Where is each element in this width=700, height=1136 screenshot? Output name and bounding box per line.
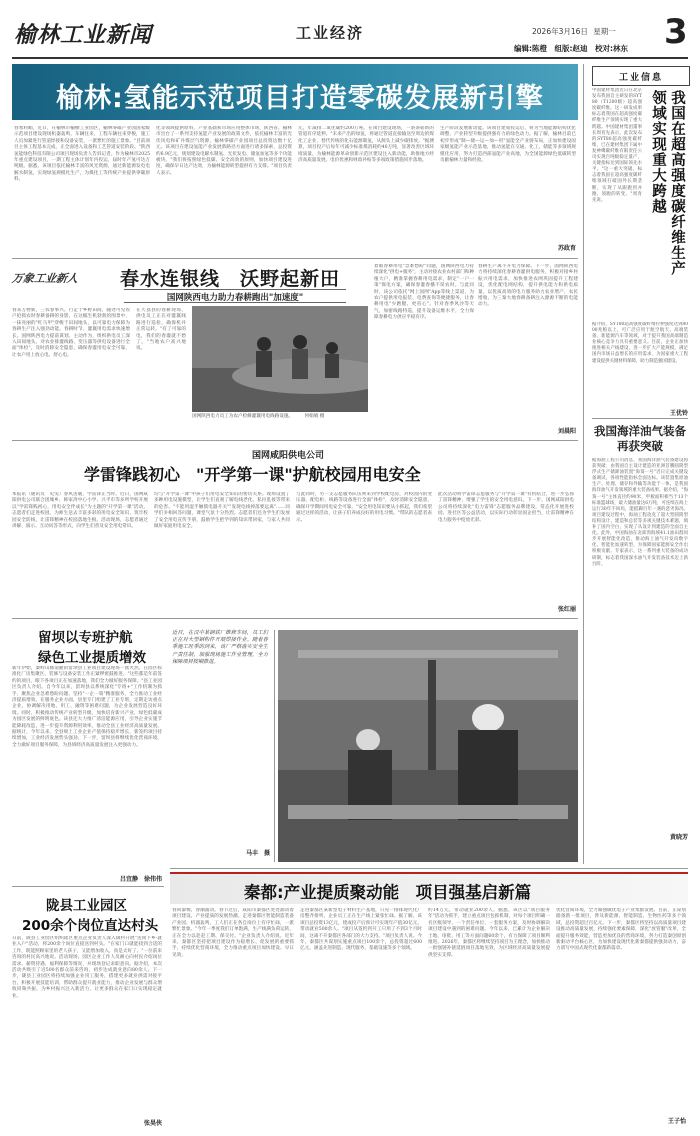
zone-headline-line2: 200余个岗位直达村头	[22, 918, 159, 934]
sidebar-story1-body-b: 据介绍，SYT80超高强度碳纤维拉伸强度达到8000兆帕以上，可广泛应用于航空航天、高端装备、新能源汽车等领域，对于提升我国高端制造业核心竞争力具有重要意义。目前，企业正加快推进相关产线建设，进一步扩大产能规模，满足国内市场日益增长的应用需求，为国家重大工程建设提供关键材料保障，助力制造强国建设。	[592, 322, 688, 364]
feature-body-col3: 着眼春耕用电"急难愁盼"问题，国网陕西电力持续深化"供电+服务"，主动对接农业农村部门和种植大户，精准掌握春耕用电需求，制定"一户一策"保电方案，确保春灌春播不误农时。与此同时，该公司依托"网上国网"App等线上渠道，为农户提供用电报装、电费查询等便捷服务，让春耕用电"少跑腿、更省心"。针对春季风沙等天气，加密线路特巡，提升设备运维水平，全力保障春耕电力供应平稳有序。	[374, 264, 474, 321]
sidebar-divider	[592, 418, 688, 419]
jobs-story	[12, 622, 164, 884]
photo-note	[170, 630, 578, 866]
feature-column-logo: 万象工业新人	[11, 272, 79, 285]
campus-top-rule	[12, 440, 578, 441]
jobs-author: 吕宜静 徐伟伟	[119, 876, 162, 883]
zone-top-rule	[12, 886, 164, 887]
sidebar-story1-headline: 我国在超高强度碳纤维生产领域实现重大跨越	[650, 90, 685, 276]
feature-headline: 春水连银线 沃野起新田	[120, 268, 341, 290]
editors-line: 编辑:陈橙 组版:赵迪 校对:林东	[514, 44, 628, 53]
feature-photo	[192, 306, 368, 412]
campus-author: 张红丽	[557, 606, 576, 613]
campus-body-col4: 此次活动将学雷锋志愿服务与"开学第一课"有机结合，进一步弘扬了雷锋精神，增强了学生的安全用电意识。下一步，国网咸阳供电公司将持续深化"电力雷锋"志愿服务品牌建设，常态化开展进校园、进社区等公益活动，以实际行动彰显国企担当，让雷锋精神在电力服务中绽放光彩。	[438, 492, 574, 523]
lead-body-col3: 元，年减排二氧化碳约200万吨。在项目建设现场，一条条崭新的管道有序延伸。"未来产出的绿氢，将通过管道直接输送至周边的煤化工企业，替代传统的化石能源制氢，从源头上减少碳排放。"据测算，项目投产后每年可减少标准煤消耗约40万吨，显著改善区域环境质量，为榆林能源革命创新示范区建设注入新动能，助推地方经济高质量发展。电价优惠和财政补贴等多项政策措施同步落地。	[298, 126, 434, 164]
jobs-body: 新年伊始，秦岭山脉南麓的留坝县工业项目建设现场一派火热。在园区标准化厂房集聚区，装修与设备安装工作正紧锣密鼓推进。"这些都是年前签约的项目，眼下各项目正在加速落地，我们全力做好服务保障。"县工业园区负责人介绍。自今年以来，留坝县以系统深化"专班+"工作机制为抓手，聚焦企业急难愁盼问题，坚持"一企一策"精准服务，全力推动工业经济提质增效。在服务企业方面，县里专门组建了工业专班，定期走访重点企业，协调解决用地、用工、融资等困难问题，为企业发展营造良好环境。同时，积极推动传统产业转型升级，加快培育新兴产业，绿色低碳成为园区发展的鲜明底色。该县还大力推广清洁能源应用，引导企业实施节能降耗改造，进一步提升资源利用效率，推动全县工业经济高质量发展。据统计，今年以来，全县规上工业企业产值保持稳步增长，新签约项目持续增加，工业经济发展势头强劲。下一步，留坝县将继续优化营商环境，全力做好项目服务保障，为县域经济高质量发展注入更强动力。	[12, 666, 162, 748]
bottom-top-rule	[170, 868, 688, 869]
bottom-body-col1: 春回秦塬，春潮涌动。春节过后，咸阳市秦都区处处涌动着项目建设、产业提质的发展热潮。走进秦都区智能制造装备产业园，机器轰鸣，工人们正在各自岗位上有序忙碌，一派繁忙景象。"今年一季度我们订单饱满，生产线满负荷运转，正在全力以赴赶工期、保交付。"企业负责人介绍说。近年来，秦都区坚持把项目建设作为稳增长、促发展的重要抓手，持续优化营商环境，全力推动重点项目加快建设、早日见效。	[172, 908, 294, 958]
section-name: 工业经济	[296, 24, 365, 42]
photo-note-text-box	[170, 630, 275, 862]
lead-body-col2: 化等领域提供原料，产业基础和市场应用整体市场，陕西省、榆林市出台了一系列支持氢能产业发展的政策文件，依托榆林丰富的光伏风电和矿井煤层气资源，榆林零碳产业园项目总投资达数十亿元。该项目在建设氢能产业发展新路径方面进行诸多探索，总投资约6.9亿元，规划建设电解水制氢、光伏发电、储氢加氢等多个功能板块。"我们将按照绿色低碳、安全高效的原则，加快项目建设进度，确保早日达产达效，为榆林能源转型提供有力支撑。"项目负责人表示。	[156, 126, 292, 176]
issue-date-text: 2026年3月16日	[532, 27, 588, 36]
zone-headline-line1: 陇县工业园区	[46, 898, 127, 914]
campus-body-col3: 与此同时，另一支志愿服务队伍则来到学校配电房，对校园内的变压器、配电柜、线路等设备进行全面"体检"，及时消除安全隐患，确保开学期间用电安全可靠。"安全用电知识要从小抓起，我们希望通过这样的活动，让孩子们养成良好的用电习惯。"带队的志愿者表示。	[296, 492, 432, 523]
feature-subheadline: 国网陕西电力助力春耕跑出"加速度"	[166, 293, 304, 303]
campus-story	[12, 444, 578, 616]
campus-headline: 学雷锋践初心 "开学第一课"护航校园用电安全	[84, 465, 421, 484]
feature-subheadline-box	[124, 289, 346, 303]
feature-author: 刘晨阳	[557, 428, 576, 435]
lead-headline: 榆林:氢能示范项目打造零碳发展新引擎	[56, 83, 544, 114]
sidebar-column-title-box	[592, 66, 690, 86]
bottom-body-col3: 约14万元，带动就业200余人。据悉，该区以"项目服务年"活动为抓手，建立重点项目包抓机制，对每个项目明确一名区级领导、一个责任单位、一套服务方案，及时协调解决项目建设中遇到的困难问题。今年以来，已累计为企业解决土地、审批、用工等方面问题60余个，有力保障了项目顺利推进。2026年，秦都区将继续坚持项目为王理念，加快推动一批强链补链延链项目落地见效，为区域经济高质量发展提供坚实支撑。	[428, 908, 550, 958]
feature-photo-caption: 国网陕西电力员工为农户检修灌溉用电线路设施。 何娟娟 摄	[192, 414, 325, 419]
field-workers-illustration	[192, 306, 368, 412]
feature-body-col1: 春来万物新，三农春事兴。行走于乡野田间，随处可见农户抢抓农时春耕备耕的身影，在这幅生机勃勃的图景中，一抹亮丽的"红马甲"穿梭于田间地头，以可靠电力保障为春耕生产注入强劲动能。春耕时节，灌溉用电需求快速增长。国网陕西电力提前谋划、主动作为，组织供电员工深入田间地头，对农业排灌线路、变压器等供电设备进行全面"体检"，及时消除安全隐患，确保春灌用电安全可靠，让农户用上放心电、舒心电。	[12, 308, 130, 358]
jobs-headline-line1: 留坝以专班护航	[38, 630, 133, 646]
feature-top-rule	[12, 258, 578, 259]
campus-body-col2: 均与"开学第一课"中孩子们用电安全知识的密切关系。现场设置了多种用电设施模型，让学生们直观了解电线老化、私拉乱接等带来的危害。"不能用湿手触摸电器开关""发现电线掉落要远离"……同学们争相回答问题，课堂气氛十分热烈。志愿者们还为学生们发放了安全用电宣传手册，鼓励学生把学到的知识带回家，与家人共同做好家庭用电安全。	[154, 492, 290, 530]
sidebar-story2-author: 黄晓芳	[669, 834, 688, 841]
issue-weekday: 星期一	[593, 27, 616, 36]
zone-story	[12, 890, 164, 1130]
page-number: 3	[664, 12, 688, 52]
sidebar	[583, 64, 689, 864]
campus-body-col1: 本报讯（通讯员 史雯）春风送暖，学雷锋正当时。近日，国网咸阳供电公司联合团城乡、韩家湾中心小学、兴平市等多所学校开展以"学雷锋践初心，用电安全伴成长"为主题的"开学第一课"活动，志愿者们走进校园，为师生送去丰富多彩的用电安全知识，筑牢校园安全防线，让雷锋精神在校园落地生根。活动现场，志愿者通过讲解、演示、互动问答等形式，向学生们普及安全用电常识。	[12, 492, 148, 530]
feature-body-col2: 在大荔县的春耕现场，供电员工正在对灌溉线路进行巡检，确保机井正常运转。"有了可靠的电，我们的春灌就不愁了。"当地农户高兴地说。	[136, 308, 186, 352]
bottom-story	[170, 872, 688, 1130]
photo-note-author: 马丰 摄	[245, 850, 270, 857]
masthead-rule	[12, 57, 688, 59]
lead-body-col1: 春寒料峭，近日，在榆林市榆横工业园区，榆林零碳产业园国家级示范项目建设现场机器轰鸣、车辆往来，工程车辆往来穿梭，施工人员加紧进行管道焊接和设备安装，一派繁忙的施工景象。"目前项目主体工程基本完成，正全面进入设备和工艺管道安装阶段。"陕西氢能绿色科技有限公司项目现场负责人告诉记者，作为榆林市2025年重点建设项目，一期工程主体计划年内投运，届时年产氢可达万吨级。据悉，该项目依托榆林丰富的风光资源，通过新能源发电电解水制氢，实现绿氢规模化生产，为煤化工等传统产业提供零碳原料。	[14, 126, 150, 183]
feature-story	[12, 262, 578, 437]
feature-body-col4: 春耕生产离不开电力保障。下一步，国网陕西电力将持续深化春耕春灌供电服务，积极对接乡村振兴用电需求，加快推进农网巩固提升工程建设，优化配电网结构，提升供电能力和供电质量，以优质高效的电力服务助力农业增产、农民增收，为三秦大地春耕备耕注入源源不断的电能动力。	[478, 264, 578, 308]
sidebar-story2-headline	[592, 424, 688, 454]
sidebar-column-title: 工业信息	[618, 73, 663, 83]
sidebar-story2-headline-text: 我国海洋油气装备再获突破	[594, 424, 686, 453]
sidebar-story2-body: 据海油工程公司消息，我国海洋油气装备建设再获突破：由我国自主设计建造的亚洲首艘圆筒型浮式生产储卸油装置"海葵一号"近日完成关键设备调试，各项性能指标全面达标。该装置集原油生产、处理、储存和外输等功能于一体，是我国海洋油气开发领域的重大装备成果。据介绍，"海葵一号"主体直径约90米，甲板面积相当于13个标准篮球场，最大储油量达6万吨，可连续在海上运行30年不回坞，能抵御百年一遇的恶劣海况。项目建设过程中，海油工程攻克了超大型圆筒型结构设计、建造和总装等多项关键技术难题，填补了国内空白，实现了从设计到建造的全面自主化。此外，中国海油在北部湾海域41.1油田群同步开展智能化改造，推动海上油气开发向数字化、智能化加速转型，为保障国家能源安全作出积极贡献。专家表示，这一系列重大装备的成功研制，标志着我国深水油气开发装备技术迈上新台阶。	[592, 458, 688, 567]
workshop-illustration	[278, 630, 578, 862]
jobs-top-rule	[12, 618, 578, 619]
sidebar-story1-author: 王优铃	[669, 410, 688, 417]
bottom-headline-banner	[170, 872, 688, 904]
zone-body: 日前，陇县工业园区组织辖区重点企业负责人深入镇村开展"送岗下乡·就业入户"活动，将200余个岗位直接送到村头。"在家门口就能找到合适的工作，既能照顾家里的老人孩子，又能增加收入，真是太好了。"一位前来咨询的村民高兴地说。活动现场，园区企业工作人员耐心向村民介绍岗位需求、薪资待遇、福利保障等情况，并现场登记求职意向。据介绍，本次活动共吸引了近500名群众前来咨询，初步达成就业意向80余人。下一步，陇县工业园区将持续加强企业用工服务，搭建更多就业供需对接平台，积极开展技能培训，帮助群众提升就业能力，推动企业发展与群众增收同频共振，为乡村振兴注入新活力，让更多群众在家门口实现稳定就业。	[12, 936, 162, 999]
masthead	[0, 0, 700, 62]
photo-note-text: 近日，在汉中某钢铁厂维修车间，员工们正在对大型钢构件开展焊接作业。随着春季施工旺季的到来，该厂严格落实安全生产责任制，加强现场施工作业管理，全力保障项目按期推进。	[172, 630, 268, 665]
bottom-headline: 秦都:产业提质聚动能 项目强基启新篇	[244, 883, 532, 902]
zone-author: 张昊侠	[143, 1120, 162, 1127]
bottom-body-col4: 优化营商环境，全力做强做优电子产业集群发展。目前，正谋划储备新一批项目，涉及新能源、智能制造、生物医药等多个领域，总投资超过百亿元。下一步，秦都区将坚持以高质量项目建设推动高质量发展，持续强化要素保障，深化"放管服"改革，全面提升服务效能，营造更加优良的营商环境，努力打造秦创原创新驱动平台核心区，为加快建设现代化新秦都提供强劲动力，奋力谱写中国式现代化秦都新篇章。	[556, 908, 686, 952]
lead-author: 苏政育	[557, 245, 576, 252]
bottom-body-col2: 走进秦都区某新型电子材料生产基地，只见一排排现代化厂房整齐排列，企业员工正在生产线上紧张忙碌。据了解，该项目总投资13亿元，建成投产后预计可实现年产值30亿元，带动就业500余人。"项目从签约到开工只用了不到3个月时间，这离不开秦都区各部门的大力支持。"项目负责人说。今年，秦都区共谋划实施重点项目100余个，总投资超过600亿元，涵盖先进制造、现代服务、基础设施等多个领域。	[300, 908, 422, 952]
lead-body-col4: 生产阶段发展新动能。该项目建成投运后，将为当地能源结构优化调整、产业转型升级提供强有力的绿色动力。据了解，榆林目前已初步形成"制—储—运—加—用"氢能全产业链布局，正加快建设国家级氢能产业示范基地，推动氢能在交通、化工、储能等多领域规模化应用，努力打造西部氢能产业高地，为全国能源绿色低碳转型贡献榆林力量和经验。	[440, 126, 576, 164]
issue-date	[532, 26, 616, 37]
sidebar-story1-body-a: 中国建材集团近日在北京发布我国自主研发的SYT80（T1200级）超高强度碳纤维。这一研发成果标志着我国在超高强度碳纤维生产领域实现了重大跨越。中国建材集团董事长周育先表示，此次发布的SYT80超高强度碳纤维，已在建材集团下属中复神鹰碳纤维有限责任公司实现百吨级稳定量产，关键指标达到国际领先水平。"这一重大突破，标志着我国在超高强度碳纤维领域打破国外长期垄断，实现了从跟跑到并跑、领跑的转变。"周育先说。	[592, 88, 642, 203]
jobs-headline-line2: 绿色工业提质增效	[38, 650, 146, 666]
photo-note-image	[278, 630, 578, 862]
paper-name: 榆林工业新闻	[14, 22, 153, 48]
campus-kicker: 国网咸阳供电公司	[252, 451, 325, 461]
lead-story	[12, 64, 578, 254]
lead-headline-banner	[12, 64, 578, 120]
bottom-author: 王子怡	[667, 1118, 686, 1125]
